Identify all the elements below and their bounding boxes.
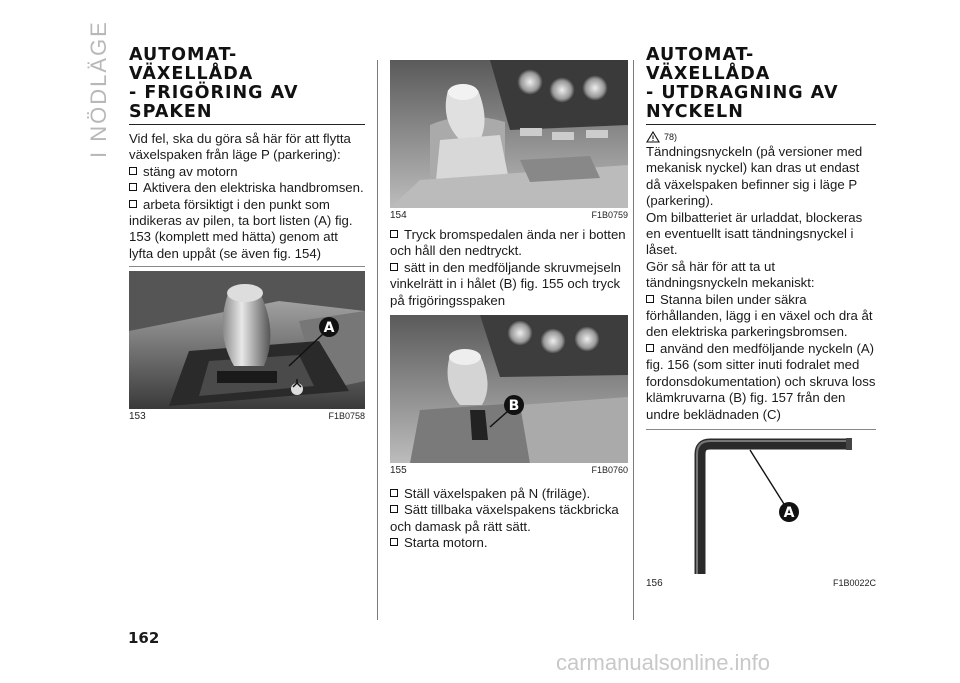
gear-lever-cover-photo — [390, 60, 628, 208]
callout-label: A — [323, 320, 335, 337]
list-item: använd den medföljande nyckeln (A) fig. 156 (som sitter inuti fodralet med fordonsdokumentation) och skruva loss klämkruvarna (B) fig. 157 från den undre beklädnaden (C) — [646, 340, 876, 422]
list-item: Stanna bilen under säkra förhållanden, lägg i en växel och dra åt den elektriska parkeringsbromsen. — [646, 291, 873, 340]
warning-triangle-icon — [646, 131, 660, 143]
figure-156 — [646, 429, 876, 589]
list-item: Ställ växelspaken på N (friläge). — [390, 486, 628, 502]
list-item: Starta motorn. — [390, 535, 628, 551]
bullet-square-icon — [390, 538, 398, 546]
figure-caption: 156 F1B0022C — [646, 577, 876, 589]
bullet-square-icon — [390, 489, 398, 497]
bullet-square-icon — [646, 295, 654, 303]
callout-label: B — [508, 398, 520, 415]
column-divider — [377, 60, 378, 620]
list-item: sätt in den medföljande skruvmejseln vinkelrätt in i hålet (B) fig. 155 och tryck på frigöringsspaken — [390, 259, 621, 308]
key-illustration — [646, 436, 876, 576]
release-lever-photo — [390, 315, 628, 463]
section-heading: AUTOMAT- VÄXELLÅDA - UTDRAGNING AV NYCKELN — [646, 46, 876, 125]
list-item: Sätt tillbaka växelspakens täckbricka och damask på rätt sätt. — [390, 502, 619, 534]
bullet-square-icon — [129, 167, 137, 175]
column-divider — [633, 60, 634, 620]
bullet-square-icon — [129, 200, 137, 208]
section-heading: AUTOMAT- VÄXELLÅDA - FRIGÖRING AV SPAKEN — [129, 46, 365, 125]
bullet-square-icon — [390, 263, 398, 271]
figure-caption: 153 F1B0758 — [129, 411, 365, 423]
chapter-side-label: I NÖDLÄGE — [86, 20, 111, 158]
bullet-square-icon — [390, 230, 398, 238]
note-reference: 78) — [664, 132, 678, 142]
bullet-square-icon — [390, 505, 398, 513]
list-item: Tryck bromspedalen ända ner i botten och håll den nedtryckt. — [390, 227, 626, 259]
figure-155 — [390, 315, 628, 476]
paragraph: Gör så här för att ta ut tändningsnyckeln mekaniskt: — [646, 258, 815, 291]
callout-label: A — [783, 504, 795, 521]
paragraph: Tändningsnyckeln (på versioner med mekanisk nyckel) kan dras ut endast då växelspaken befinner sig i läge P (parkering). — [646, 144, 863, 209]
gear-lever-photo — [129, 271, 365, 409]
column-middle — [390, 60, 628, 552]
list-item: arbeta försiktigt i den punkt som indikeras av pilen, ta bort listen (A) fig. 153 (komplett med hätta) genom att lyfta den uppåt (se även fig. 154) — [129, 196, 353, 261]
warning-note — [646, 131, 876, 143]
column-left — [129, 46, 365, 422]
figure-153 — [129, 266, 365, 422]
bullet-square-icon — [129, 183, 137, 191]
paragraph: Om bilbatteriet är urladdat, blockeras en eventuellt isatt tändningsnyckel i låset. — [646, 209, 863, 258]
figure-154 — [390, 60, 628, 221]
watermark: carmanualsonline.info — [556, 650, 771, 675]
bullet-square-icon — [646, 344, 654, 352]
list-item: stäng av motorn — [129, 164, 365, 180]
list-item: Aktivera den elektriska handbromsen. — [129, 180, 365, 196]
column-right — [646, 46, 876, 589]
intro-text: Vid fel, ska du göra så här för att flytta växelspaken från läge P (parkering): — [129, 131, 351, 163]
page-number: 162 — [128, 629, 160, 647]
figure-caption: 154 F1B0759 — [390, 210, 628, 221]
figure-caption: 155 F1B0760 — [390, 465, 628, 477]
